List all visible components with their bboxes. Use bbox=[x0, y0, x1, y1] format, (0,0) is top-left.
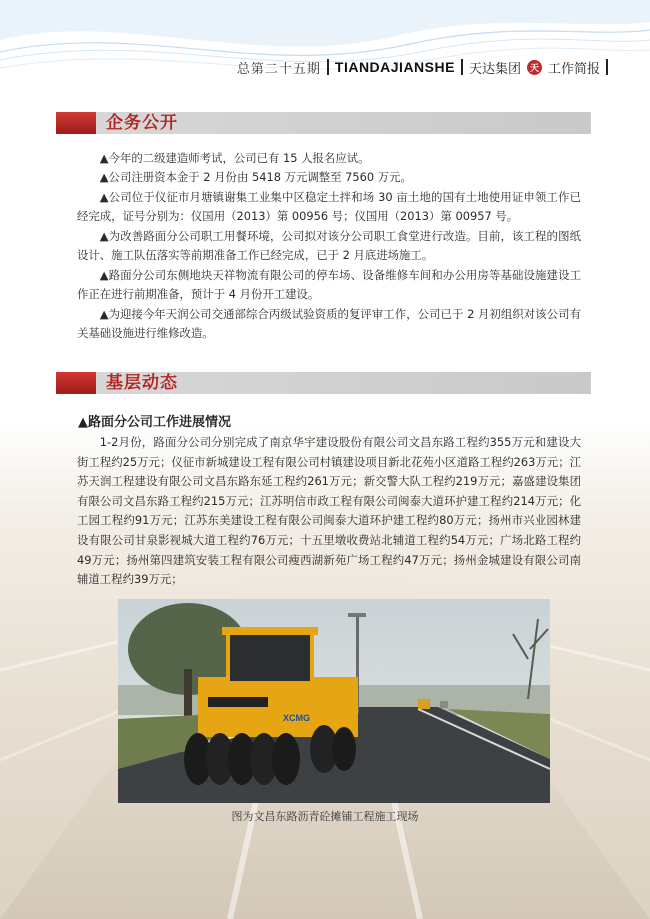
news-item: ▲为改善路面分公司职工用餐环境，公司拟对该分公司职工食堂进行改造。目前，该工程的图纸设计、施工队伍落实等前期准备工作已经完成，已于 2 月底进场施工。 bbox=[77, 229, 581, 263]
subheading: ▲路面分公司工作进展情况 bbox=[78, 415, 231, 430]
news-item: ▲公司注册资本金于 2 月份由 5418 万元调整至 7560 万元。 bbox=[99, 170, 412, 184]
running-header bbox=[237, 57, 608, 77]
section-marker bbox=[56, 372, 96, 394]
header-divider bbox=[327, 59, 329, 75]
issue-number: 总第二十五期 bbox=[236, 61, 321, 77]
road-roller-illustration bbox=[118, 599, 550, 803]
news-item: ▲今年的二级建造师考试，公司已有 15 人报名应试。 bbox=[99, 151, 370, 165]
photo-caption: 图为文昌东路沥青砼摊铺工程施工现场 bbox=[231, 810, 419, 823]
section-marker bbox=[56, 112, 96, 134]
header-divider bbox=[461, 59, 463, 75]
section-title: 基层动态 bbox=[106, 373, 178, 393]
section-title: 企务公开 bbox=[106, 113, 178, 133]
news-item: ▲路面分公司东侧地块天祥物流有限公司的停车场、设备维修车间和办公用房等基础设施建设工作正在进行前期准备，预计于 4 月份开工建设。 bbox=[77, 268, 581, 302]
progress-paragraph: 1-2月份，路面分公司分别完成了南京华宇建设股份有限公司文昌东路工程约355万元和建设大街工程约25万元；仪征市新城建设工程有限公司村镇建设项目新北花苑小区道路工程约263万元；江苏天润工程建设有限公司文昌东路东延工程约261万元；新交警大队工程约219万元；嘉盛建设集团有限公司文昌东路工程约215万元；江苏明信市政工程有限公司闽泰大道环护建工程约214万元；化工园工程约91万元；江苏东美建设工程有限公司闽泰大道环护建工程约80万元；扬州市兴业园林建设有限公司甘泉影视城大道工程约76万元；十五里墩收费站北辅道工程约54万元；广场北路工程约49万元；扬州第四建筑安装工程有限公司瘦西湖新苑广场工程约47万元；扬州金城建设有限公司南辅道工程约39万元； bbox=[77, 435, 581, 587]
header-divider bbox=[606, 59, 608, 75]
roller-brand-text: XCMG bbox=[283, 713, 310, 723]
section-header-enterprise-affairs bbox=[56, 112, 591, 134]
group-logo-icon: 天 bbox=[527, 60, 542, 75]
news-item: ▲为迎接今年天润公司交通部综合丙级试验资质的复评审工作，公司已于 2 月初组织对该公司有关基础设施进行维修改造。 bbox=[77, 307, 581, 341]
section-header-grassroots-news bbox=[56, 372, 591, 394]
brand-name: TIANDAJIANSHE bbox=[334, 59, 455, 75]
news-item: ▲公司位于仪征市月塘镇谢集工业集中区稳定土拌和场 30 亩土地的国有土地使用证申领工作已经完成，证号分别为：仪国用（2013）第 00956 号；仪国用（2013）第 00957 号。 bbox=[77, 190, 581, 224]
publication-title: 工作简报 bbox=[547, 61, 600, 77]
construction-photo bbox=[118, 599, 550, 803]
group-name: 天达集团 bbox=[468, 61, 521, 77]
